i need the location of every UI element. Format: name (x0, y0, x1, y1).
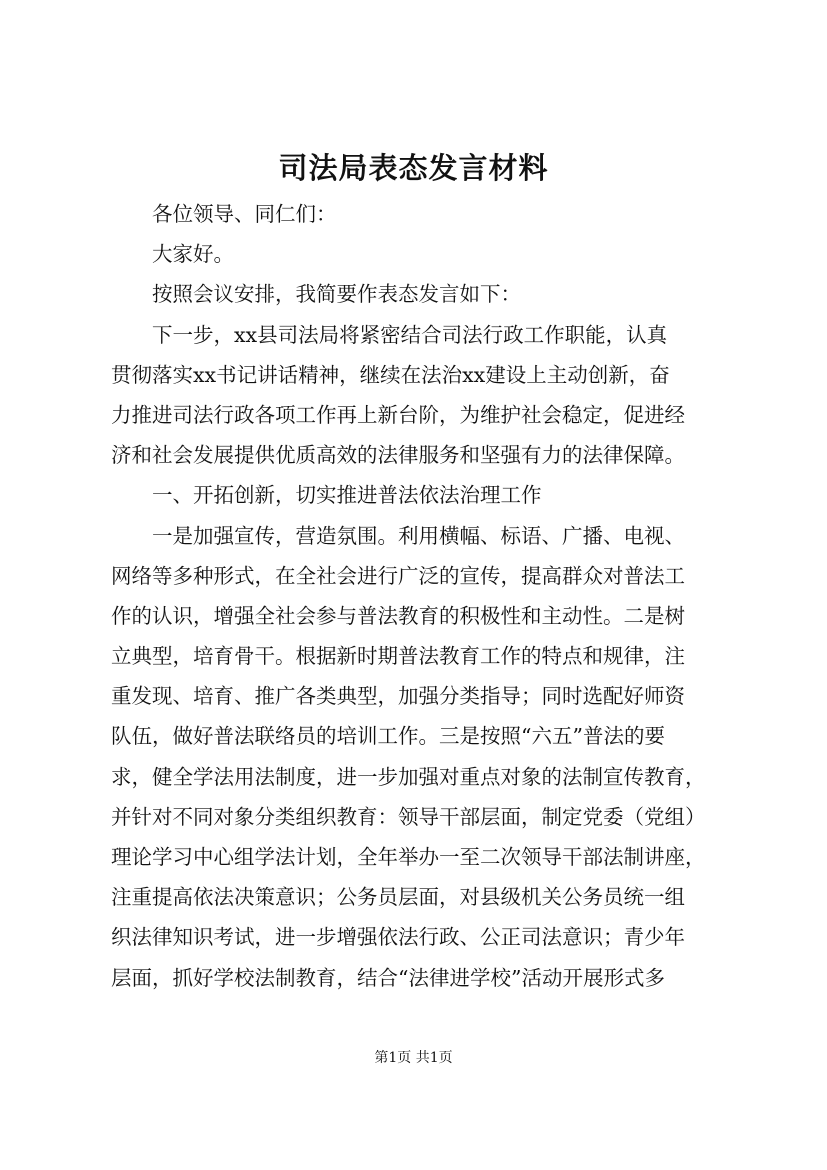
text-line: 理论学习中心组学法计划，全年举办一至二次领导干部法制讲座， (111, 845, 706, 869)
text-line: 层面，抓好学校法制教育，结合“法律进学校”活动开展形式多 (111, 965, 665, 990)
text-line: 一是加强宣传，营造氛围。利用横幅、标语、广播、电视、 (152, 523, 685, 548)
text-line: 求，健全学法用法制度，进一步加强对重点对象的法制宣传教育， (111, 764, 706, 789)
text-line: 队伍，做好普法联络员的培训工作。三是按照“六五”普法的要 (111, 724, 665, 749)
text-line: 织法律知识考试，进一步增强依法行政、公正司法意识；青少年 (111, 925, 685, 950)
text-line: 贯彻落实xx书记讲话精神，继续在法治xx建设上主动创新，奋 (111, 362, 670, 387)
document-body (111, 194, 727, 998)
page-footer: 第1页 共1页 (374, 1050, 453, 1066)
text-line: 按照会议安排，我简要作表态发言如下： (152, 282, 521, 307)
text-line: 注重提高依法决策意识；公务员层面，对县级机关公务员统一组 (111, 885, 685, 910)
text-line: 网络等多种形式，在全社会进行广泛的宣传，提高群众对普法工 (111, 563, 685, 588)
text-line: 一、开拓创新，切实推进普法依法治理工作 (152, 483, 542, 508)
text-line: 各位领导、同仁们： (152, 202, 337, 226)
text-line: 立典型，培育骨干。根据新时期普法教育工作的特点和规律，注 (111, 644, 685, 669)
text-line: 大家好。 (152, 242, 234, 267)
text-line: 力推进司法行政各项工作再上新台阶，为维护社会稳定，促进经 (111, 402, 685, 427)
text-line: 济和社会发展提供优质高效的法律服务和坚强有力的法律保障。 (111, 443, 685, 468)
document-title: 司法局表态发言材料 (278, 151, 549, 185)
text-line: 作的认识，增强全社会参与普法教育的积极性和主动性。二是树 (111, 603, 685, 628)
text-line: 下一步，xx县司法局将紧密结合司法行政工作职能，认真 (152, 322, 668, 347)
text-line: 重发现、培育、推广各类典型，加强分类指导；同时选配好师资 (111, 684, 685, 709)
text-line: 并针对不同对象分类组织教育：领导干部层面，制定党委（党组） (111, 804, 706, 829)
